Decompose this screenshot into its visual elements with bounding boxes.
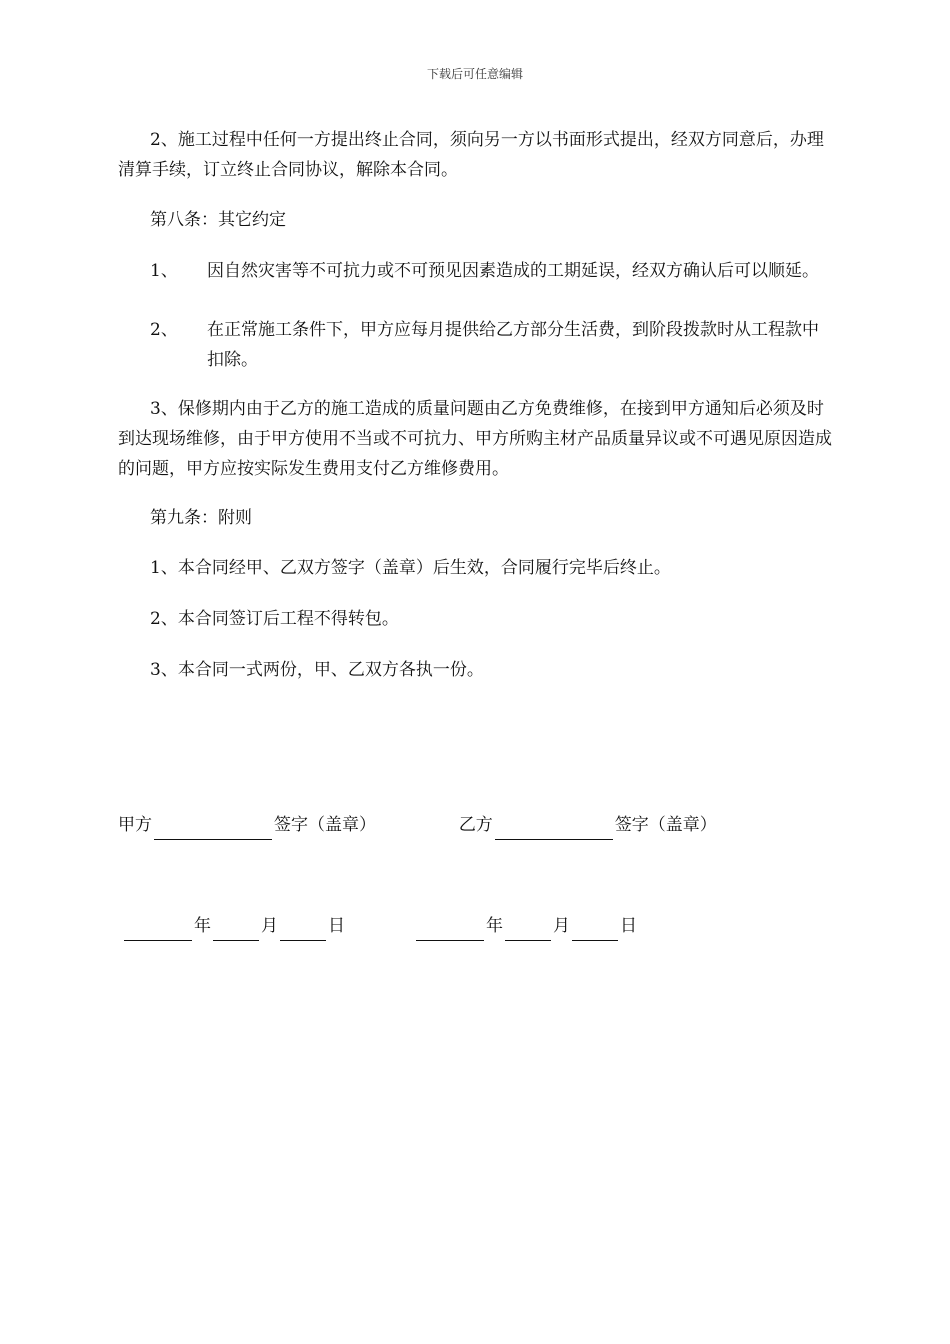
clause9-item-3: 3、本合同一式两份，甲、乙双方各执一份。 <box>150 660 484 680</box>
item-text: 在正常施工条件下，甲方应每月提供给乙方部分生活费，到阶段拨款时从工程款中扣除。 <box>207 320 819 370</box>
month-blank[interactable] <box>505 918 551 941</box>
signature-row <box>118 810 717 840</box>
party-a-sign-label: 签字（盖章） <box>274 815 376 835</box>
item-number: 2、 <box>150 320 178 340</box>
day-label: 日 <box>620 916 637 936</box>
clause8-item-1 <box>150 256 833 316</box>
year-blank[interactable] <box>124 918 192 941</box>
party-a-blank[interactable] <box>154 817 272 840</box>
month-label: 月 <box>261 916 278 936</box>
party-b-blank[interactable] <box>495 817 613 840</box>
year-label: 年 <box>486 916 503 936</box>
page-header: 下载后可任意编辑 <box>426 67 523 81</box>
day-label: 日 <box>328 916 345 936</box>
clause9-item-1: 1、本合同经甲、乙双方签字（盖章）后生效，合同履行完毕后终止。 <box>150 558 671 578</box>
party-b-label: 乙方 <box>458 815 493 835</box>
clause8-item3: 3、保修期内由于乙方的施工造成的质量问题由乙方免费维修，在接到甲方通知后必须及时到达现场维修，由于甲方使用不当或不可抗力、甲方所购主材产品质量异议或不可遇见原因造成的问题，甲方应按实际发生费用支付乙方维修费用。 <box>118 399 832 479</box>
clause9-title: 第九条：附则 <box>150 508 252 528</box>
clause8-title: 第八条：其它约定 <box>150 210 286 230</box>
day-blank[interactable] <box>572 918 618 941</box>
party-b-sign-label: 签字（盖章） <box>614 815 717 835</box>
item-text: 因自然灾害等不可抗力或不可预见因素造成的工期延误，经双方确认后可以顺延。 <box>207 261 819 281</box>
year-blank[interactable] <box>416 918 484 941</box>
clause7-item2: 2、施工过程中任何一方提出终止合同，须向另一方以书面形式提出，经双方同意后，办理清算手续，订立终止合同协议，解除本合同。 <box>118 130 824 180</box>
day-blank[interactable] <box>280 918 326 941</box>
clause8-item-2 <box>150 315 833 375</box>
month-blank[interactable] <box>213 918 259 941</box>
party-a-date <box>122 911 345 941</box>
year-label: 年 <box>194 916 211 936</box>
month-label: 月 <box>553 916 570 936</box>
party-a-label: 甲方 <box>118 815 152 835</box>
clause9-item-2: 2、本合同签订后工程不得转包。 <box>150 609 399 629</box>
party-b-date <box>414 911 637 941</box>
item-number: 1、 <box>150 261 178 281</box>
